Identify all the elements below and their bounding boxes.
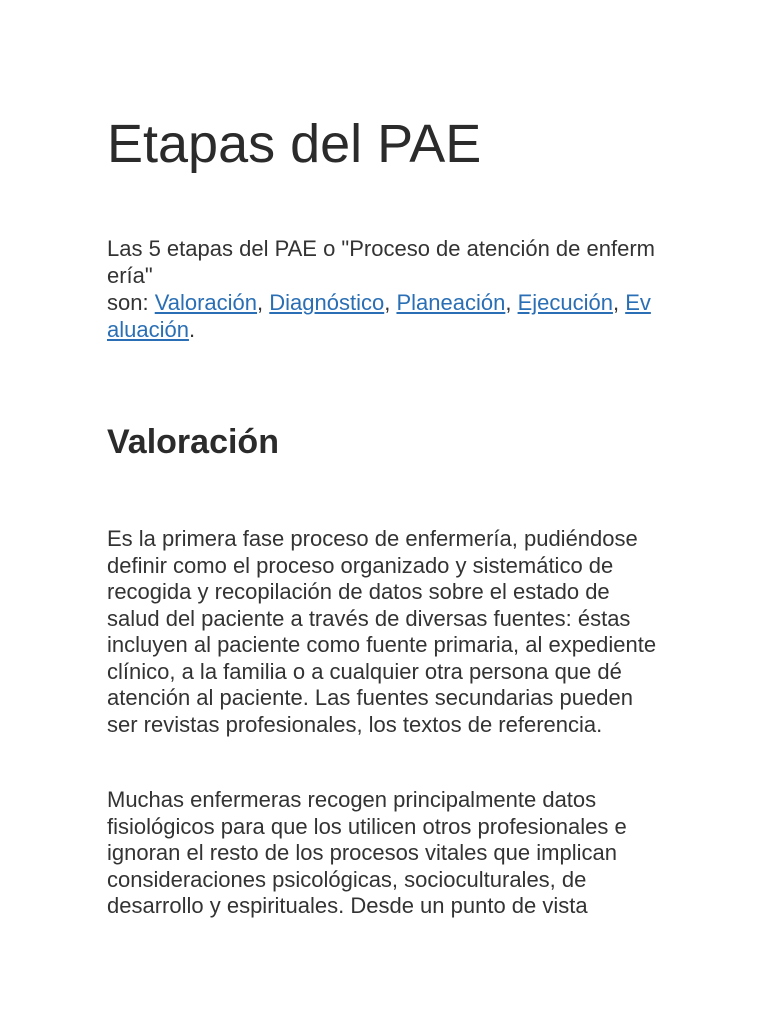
- link-separator: ,: [612, 290, 626, 315]
- link-separator: ,: [505, 290, 518, 315]
- section-paragraph-1: Es la primera fase proceso de enfermería, pudiéndose definir como el proceso organizado y sistemático de recogida y recopilación de datos sobre el estado de salud del paciente a través de diversas fuentes: éstas incluyen al paciente como fuente primaria, al expediente clínico, a la familia o a cualquier otra persona que dé atención al paciente. Las fuentes secundarias pueden ser revistas profesionales, los textos de referencia.: [107, 526, 657, 737]
- link-separator: ,: [384, 290, 397, 315]
- intro-text: Las 5 etapas del PAE o "Proceso de atención de enfermería": [107, 236, 655, 288]
- intro-son-prefix: son:: [107, 290, 155, 315]
- link-diagnostico[interactable]: Diagnóstico: [269, 290, 385, 315]
- intro-period: .: [188, 317, 196, 342]
- intro-paragraph: [107, 235, 663, 343]
- link-ejecucion[interactable]: Ejecución: [517, 290, 613, 315]
- link-valoracion[interactable]: Valoración: [154, 290, 258, 315]
- link-evaluacion[interactable]: Evaluación: [107, 290, 651, 342]
- section-paragraph-2: Muchas enfermeras recogen principalmente datos fisiológicos para que los utilicen otros profesionales e ignoran el resto de los procesos vitales que implican consideraciones psicológicas, socioculturales, de desarrollo y espirituales. Desde un punto de vista: [107, 787, 627, 918]
- link-separator: ,: [257, 290, 270, 315]
- link-planeacion[interactable]: Planeación: [396, 290, 506, 315]
- page-title: Etapas del PAE: [107, 114, 482, 174]
- section-heading-valoracion: Valoración: [107, 423, 279, 461]
